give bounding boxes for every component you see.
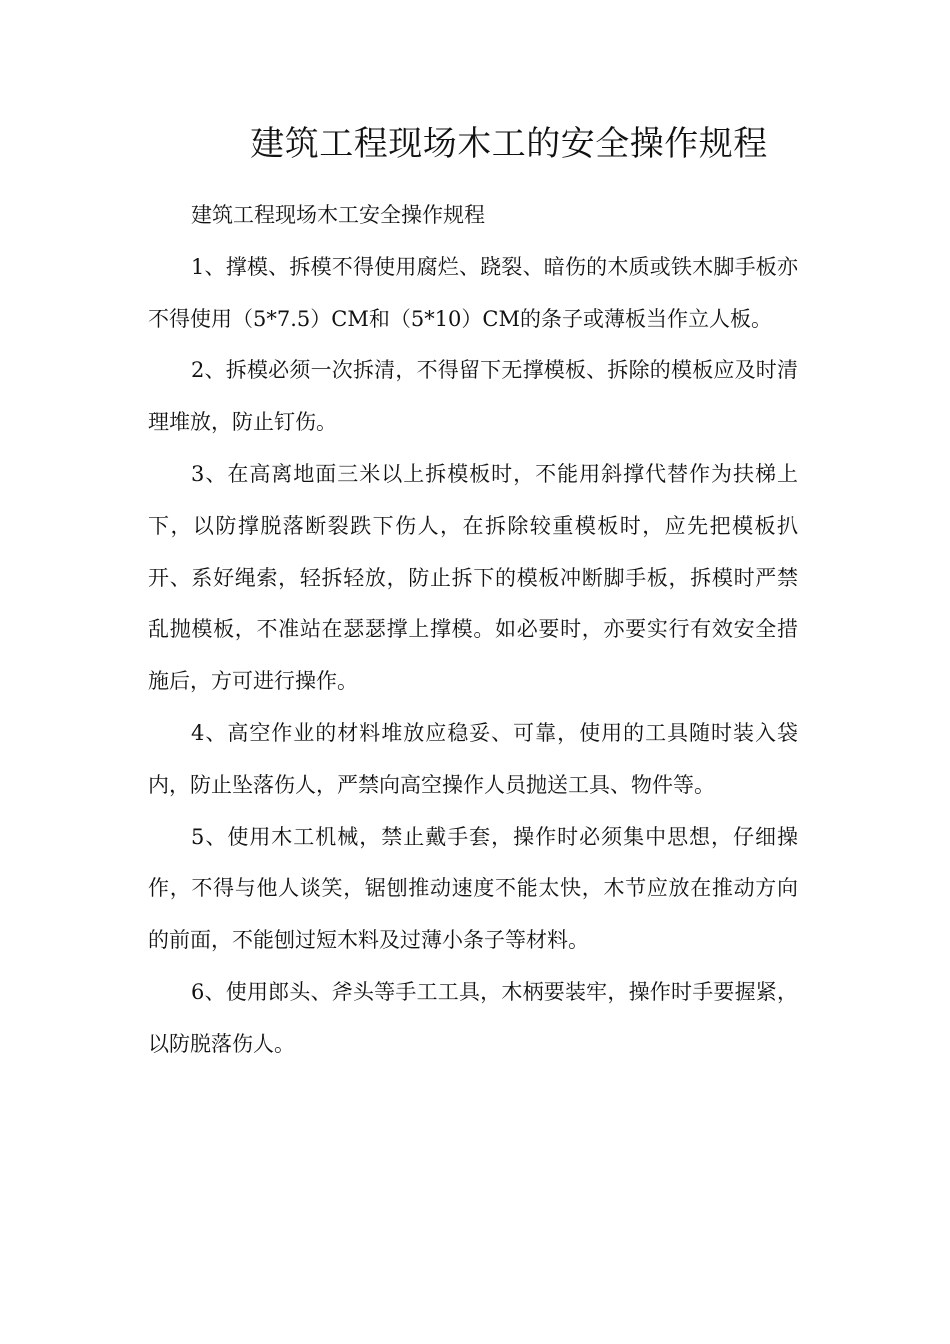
rule-paragraph-3: 3、在高离地面三米以上拆模板时，不能用斜撑代替作为扶梯上下，以防撑脱落断裂跌下伤人，在拆除较重模板时，应先把模板扒开、系好绳索，轻拆轻放，防止拆下的模板冲断脚手板，拆模时严禁乱抛模板，不准站在瑟瑟撑上撑模。如必要时，亦要实行有效安全措施后，方可进行操作。 (148, 461, 798, 694)
rule-paragraph-6: 6、使用郎头、斧头等手工工具，木柄要装牢，操作时手要握紧，以防脱落伤人。 (148, 979, 798, 1056)
subtitle-paragraph: 建筑工程现场木工安全操作规程 (191, 203, 485, 227)
rule-paragraph-4: 4、高空作业的材料堆放应稳妥、可靠，使用的工具随时装入袋内，防止坠落伤人，严禁向高空操作人员抛送工具、物件等。 (148, 720, 798, 797)
page-title: 建筑工程现场木工的安全操作规程 (250, 124, 768, 164)
rule-paragraph-1: 1、撑模、拆模不得使用腐烂、跷裂、暗伤的木质或铁木脚手板亦不得使用（5*7.5）CM和（5*10）CM的条子或薄板当作立人板。 (148, 254, 798, 331)
rule-paragraph-2: 2、拆模必须一次拆清，不得留下无撑模板、拆除的模板应及时清理堆放，防止钉伤。 (148, 358, 798, 435)
rule-paragraph-5: 5、使用木工机械，禁止戴手套，操作时必须集中思想，仔细操作，不得与他人谈笑，锯刨推动速度不能太快，木节应放在推动方向的前面，不能刨过短木料及过薄小条子等材料。 (148, 824, 798, 953)
document-body (148, 190, 798, 1071)
